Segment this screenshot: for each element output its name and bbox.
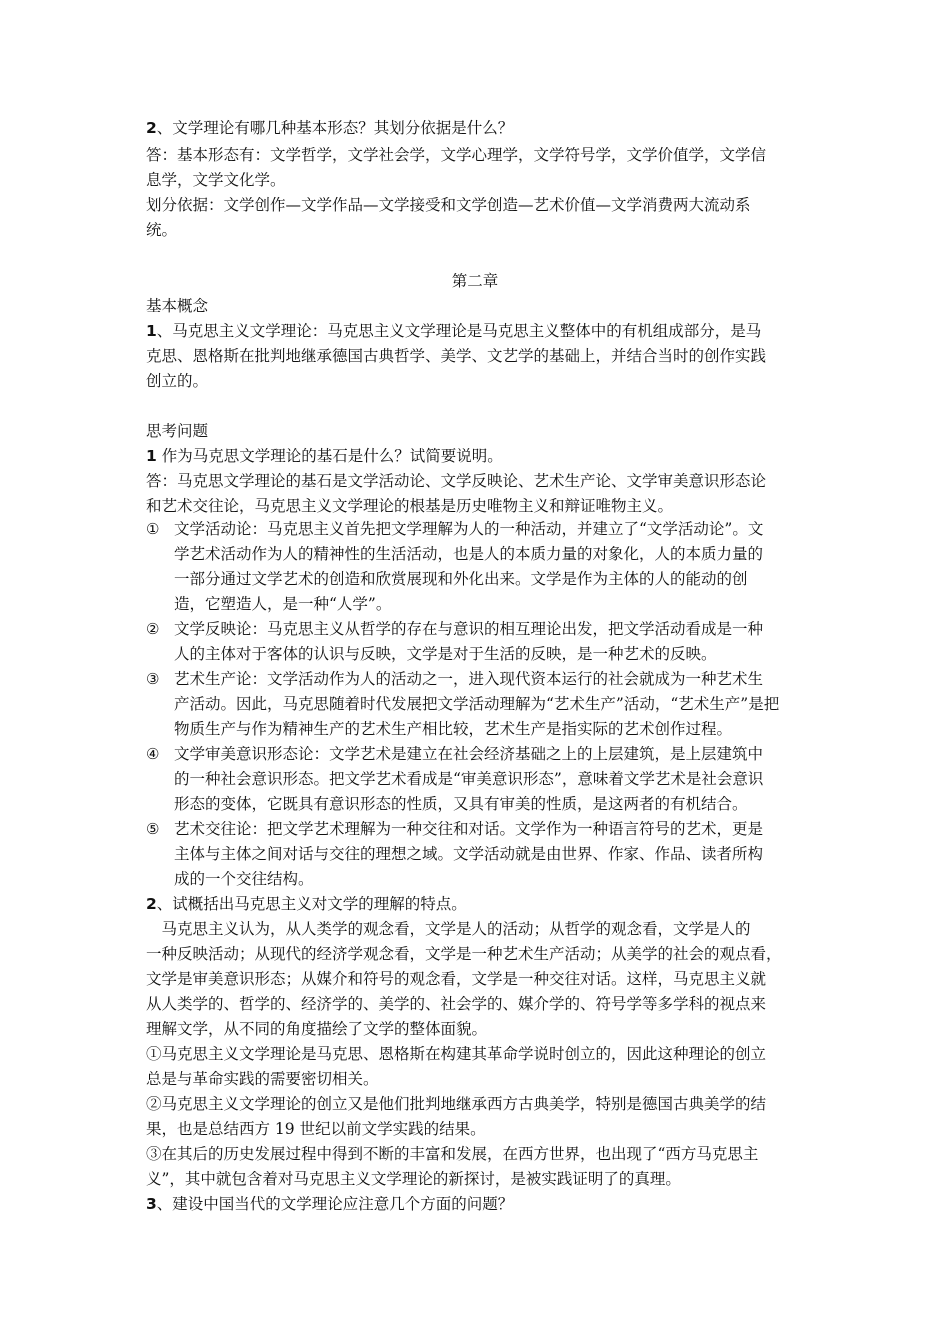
paragraph-line: 总是与革命实践的需要密切相关。 bbox=[146, 1070, 379, 1088]
chapter-title: 第二章 bbox=[451, 272, 499, 290]
paragraph-line: 马克思主义认为，从人类学的观念看，文学是人的活动；从哲学的观念看，文学是人的 bbox=[146, 920, 751, 938]
concept-1-line: 克思、恩格斯在批判地继承德国古典哲学、美学、文艺学的基础上，并结合当时的创作实践 bbox=[146, 347, 767, 365]
q1-answer-line: 答：马克思文学理论的基石是文学活动论、文学反映论、艺术生产论、文学审美意识形态论 bbox=[146, 472, 767, 490]
item-line: 成的一个交往结构。 bbox=[174, 870, 314, 888]
answer-line: 答：基本形态有：文学哲学，文学社会学，文学心理学，文学符号学，文学价值学，文学信 bbox=[146, 146, 767, 164]
basis-line: 划分依据：文学创作—文学作品—文学接受和文学创造—艺术价值—文学消费两大流动系 bbox=[146, 196, 751, 214]
paragraph-line: 义”，其中就包含着对马克思主义文学理论的新探讨，是被实践证明了的真理。 bbox=[146, 1170, 681, 1188]
item-line: 人的主体对于客体的认识与反映，文学是对于生活的反映，是一种艺术的反映。 bbox=[174, 645, 717, 663]
item-line: 物质生产与作为精神生产的艺术生产相比较，艺术生产是指实际的艺术创作过程。 bbox=[174, 720, 733, 738]
item-line: 文学反映论：马克思主义从哲学的存在与意识的相互理论出发，把文学活动看成是一种 bbox=[174, 620, 764, 638]
paragraph-line: ①马克思主义文学理论是马克思、恩格斯在构建其革命学说时创立的，因此这种理论的创立 bbox=[146, 1045, 767, 1063]
paragraph-line: 理解文学，从不同的角度描绘了文学的整体面貌。 bbox=[146, 1020, 488, 1038]
circled-number: ① bbox=[146, 520, 160, 538]
question-2b-title: 2、试概括出马克思主义对文学的理解的特点。 bbox=[146, 895, 467, 913]
q1-answer-line: 和艺术交往论，马克思主义文学理论的根基是历史唯物主义和辩证唯物主义。 bbox=[146, 497, 674, 515]
question-1-title: 1 作为马克思文学理论的基石是什么？试简要说明。 bbox=[146, 447, 503, 465]
question-3-title: 3、建设中国当代的文学理论应注意几个方面的问题？ bbox=[146, 1195, 514, 1213]
circled-number: ③ bbox=[146, 670, 160, 688]
item-line: 文学活动论：马克思主义首先把文学理解为人的一种活动，并建立了“文学活动论”。文 bbox=[174, 520, 764, 538]
circled-number: ④ bbox=[146, 745, 160, 763]
basis-line: 统。 bbox=[146, 221, 178, 239]
item-line: 产活动。因此，马克思随着时代发展把文学活动理解为“艺术生产”活动，“艺术生产”是把 bbox=[174, 695, 780, 713]
section-heading-concepts: 基本概念 bbox=[146, 297, 209, 315]
item-line: 艺术交往论：把文学艺术理解为一种交往和对话。文学作为一种语言符号的艺术，更是 bbox=[174, 820, 764, 838]
answer-line: 息学，文学文化学。 bbox=[146, 171, 286, 189]
concept-1-line: 创立的。 bbox=[146, 372, 209, 390]
paragraph-line: 一种反映活动；从现代的经济学观念看，文学是一种艺术生产活动；从美学的社会的观点看， bbox=[146, 945, 782, 963]
section-heading-questions: 思考问题 bbox=[146, 422, 209, 440]
item-line: 文学审美意识形态论：文学艺术是建立在社会经济基础之上的上层建筑，是上层建筑中 bbox=[174, 745, 764, 763]
concept-1-line: 1、马克思主义文学理论：马克思主义文学理论是马克思主义整体中的有机组成部分，是马 bbox=[146, 322, 762, 340]
question-2-title: 2、文学理论有哪几种基本形态？其划分依据是什么？ bbox=[146, 119, 514, 137]
paragraph-line: 从人类学的、哲学的、经济学的、美学的、社会学的、媒介学的、符号学等多学科的视点来 bbox=[146, 995, 767, 1013]
item-line: 艺术生产论：文学活动作为人的活动之一，进入现代资本运行的社会就成为一种艺术生 bbox=[174, 670, 764, 688]
paragraph-line: ③在其后的历史发展过程中得到不断的丰富和发展，在西方世界，也出现了“西方马克思主 bbox=[146, 1145, 759, 1163]
paragraph-line: 文学是审美意识形态；从媒介和符号的观念看，文学是一种交往对话。这样，马克思主义就 bbox=[146, 970, 767, 988]
item-line: 的一种社会意识形态。把文学艺术看成是“审美意识形态”，意味着文学艺术是社会意识 bbox=[174, 770, 764, 788]
paragraph-line: ②马克思主义文学理论的创立又是他们批判地继承西方古典美学，特别是德国古典美学的结 bbox=[146, 1095, 767, 1113]
circled-number: ② bbox=[146, 620, 160, 638]
item-line: 主体与主体之间对话与交往的理想之域。文学活动就是由世界、作家、作品、读者所构 bbox=[174, 845, 764, 863]
item-line: 造，它塑造人，是一种“人学”。 bbox=[174, 595, 392, 613]
paragraph-line: 果，也是总结西方 19 世纪以前文学实践的结果。 bbox=[146, 1120, 486, 1138]
item-line: 学艺术活动作为人的精神性的生活活动，也是人的本质力量的对象化，人的本质力量的 bbox=[174, 545, 764, 563]
item-line: 形态的变体，它既具有意识形态的性质，又具有审美的性质，是这两者的有机结合。 bbox=[174, 795, 748, 813]
circled-number: ⑤ bbox=[146, 820, 160, 838]
item-line: 一部分通过文学艺术的创造和欣赏展现和外化出来。文学是作为主体的人的能动的创 bbox=[174, 570, 748, 588]
